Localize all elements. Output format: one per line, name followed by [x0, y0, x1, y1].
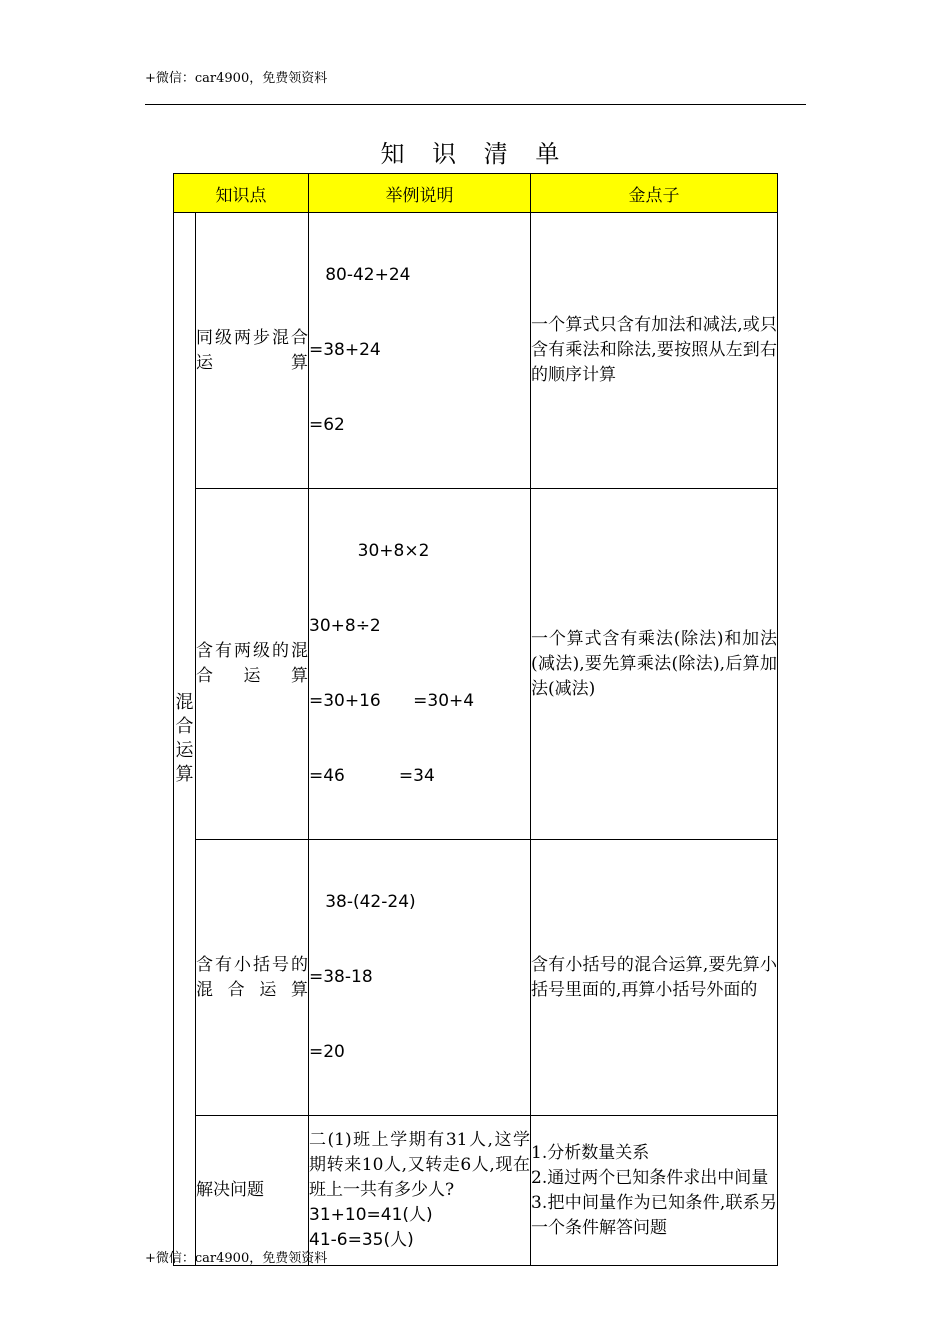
- example-cell: [309, 489, 531, 840]
- table-header-row: [174, 174, 778, 213]
- table-row: [174, 213, 778, 489]
- example-line: 80-42+24: [309, 265, 411, 285]
- example-line: =38-18: [309, 967, 373, 987]
- tip-line: 2.通过两个已知条件求出中间量: [531, 1167, 769, 1188]
- tip-cell: 一个算式含有乘法(除法)和加法(减法),要先算乘法(除法),后算加法(减法): [531, 489, 778, 840]
- category-label: 混合运算: [175, 692, 194, 785]
- column-header-example: 举例说明: [309, 174, 531, 213]
- footer-note: +微信：car4900，免费领资料: [145, 1251, 328, 1266]
- tip-cell: [531, 1116, 778, 1266]
- topic-cell: 含有小括号的混合运算: [196, 840, 309, 1116]
- example-line: 30+8×2: [309, 541, 430, 561]
- example-line: =30+16 =30+4: [309, 691, 475, 711]
- page-title: 知 识 清 单: [380, 140, 570, 168]
- example-line: 30+8÷2: [309, 616, 381, 636]
- table-row: [174, 1116, 778, 1266]
- example-line: 二(1)班上学期有31人,这学期转来10人,又转走6人,现在班上一共有多少人?: [309, 1130, 530, 1200]
- category-cell: [174, 213, 196, 1266]
- header-note: +微信：car4900，免费领资料: [145, 71, 328, 86]
- example-line: 41-6=35(人): [309, 1230, 414, 1250]
- topic-cell: 含有两级的混合运算: [196, 489, 309, 840]
- example-line: =20: [309, 1042, 345, 1062]
- column-header-knowledge: 知识点: [174, 174, 309, 213]
- knowledge-table: [173, 173, 778, 1266]
- example-line: =62: [309, 415, 345, 435]
- table-row: [174, 840, 778, 1116]
- tip-cell: 含有小括号的混合运算,要先算小括号里面的,再算小括号外面的: [531, 840, 778, 1116]
- example-cell: [309, 213, 531, 489]
- example-cell: [309, 1116, 531, 1266]
- column-header-tip: 金点子: [531, 174, 778, 213]
- topic-cell: 解决问题: [196, 1116, 309, 1266]
- tip-cell: 一个算式只含有加法和减法,或只含有乘法和除法,要按照从左到右的顺序计算: [531, 213, 778, 489]
- example-line: =46 =34: [309, 766, 435, 786]
- table-row: [174, 489, 778, 840]
- topic-cell: 同级两步混合运算: [196, 213, 309, 489]
- example-line: 38-(42-24): [309, 892, 416, 912]
- tip-line: 1.分析数量关系: [531, 1142, 650, 1163]
- header-rule: [145, 104, 806, 105]
- tip-line: 3.把中间量作为已知条件,联系另一个条件解答问题: [531, 1192, 777, 1238]
- example-line: 31+10=41(人): [309, 1205, 433, 1225]
- example-cell: [309, 840, 531, 1116]
- example-line: =38+24: [309, 340, 381, 360]
